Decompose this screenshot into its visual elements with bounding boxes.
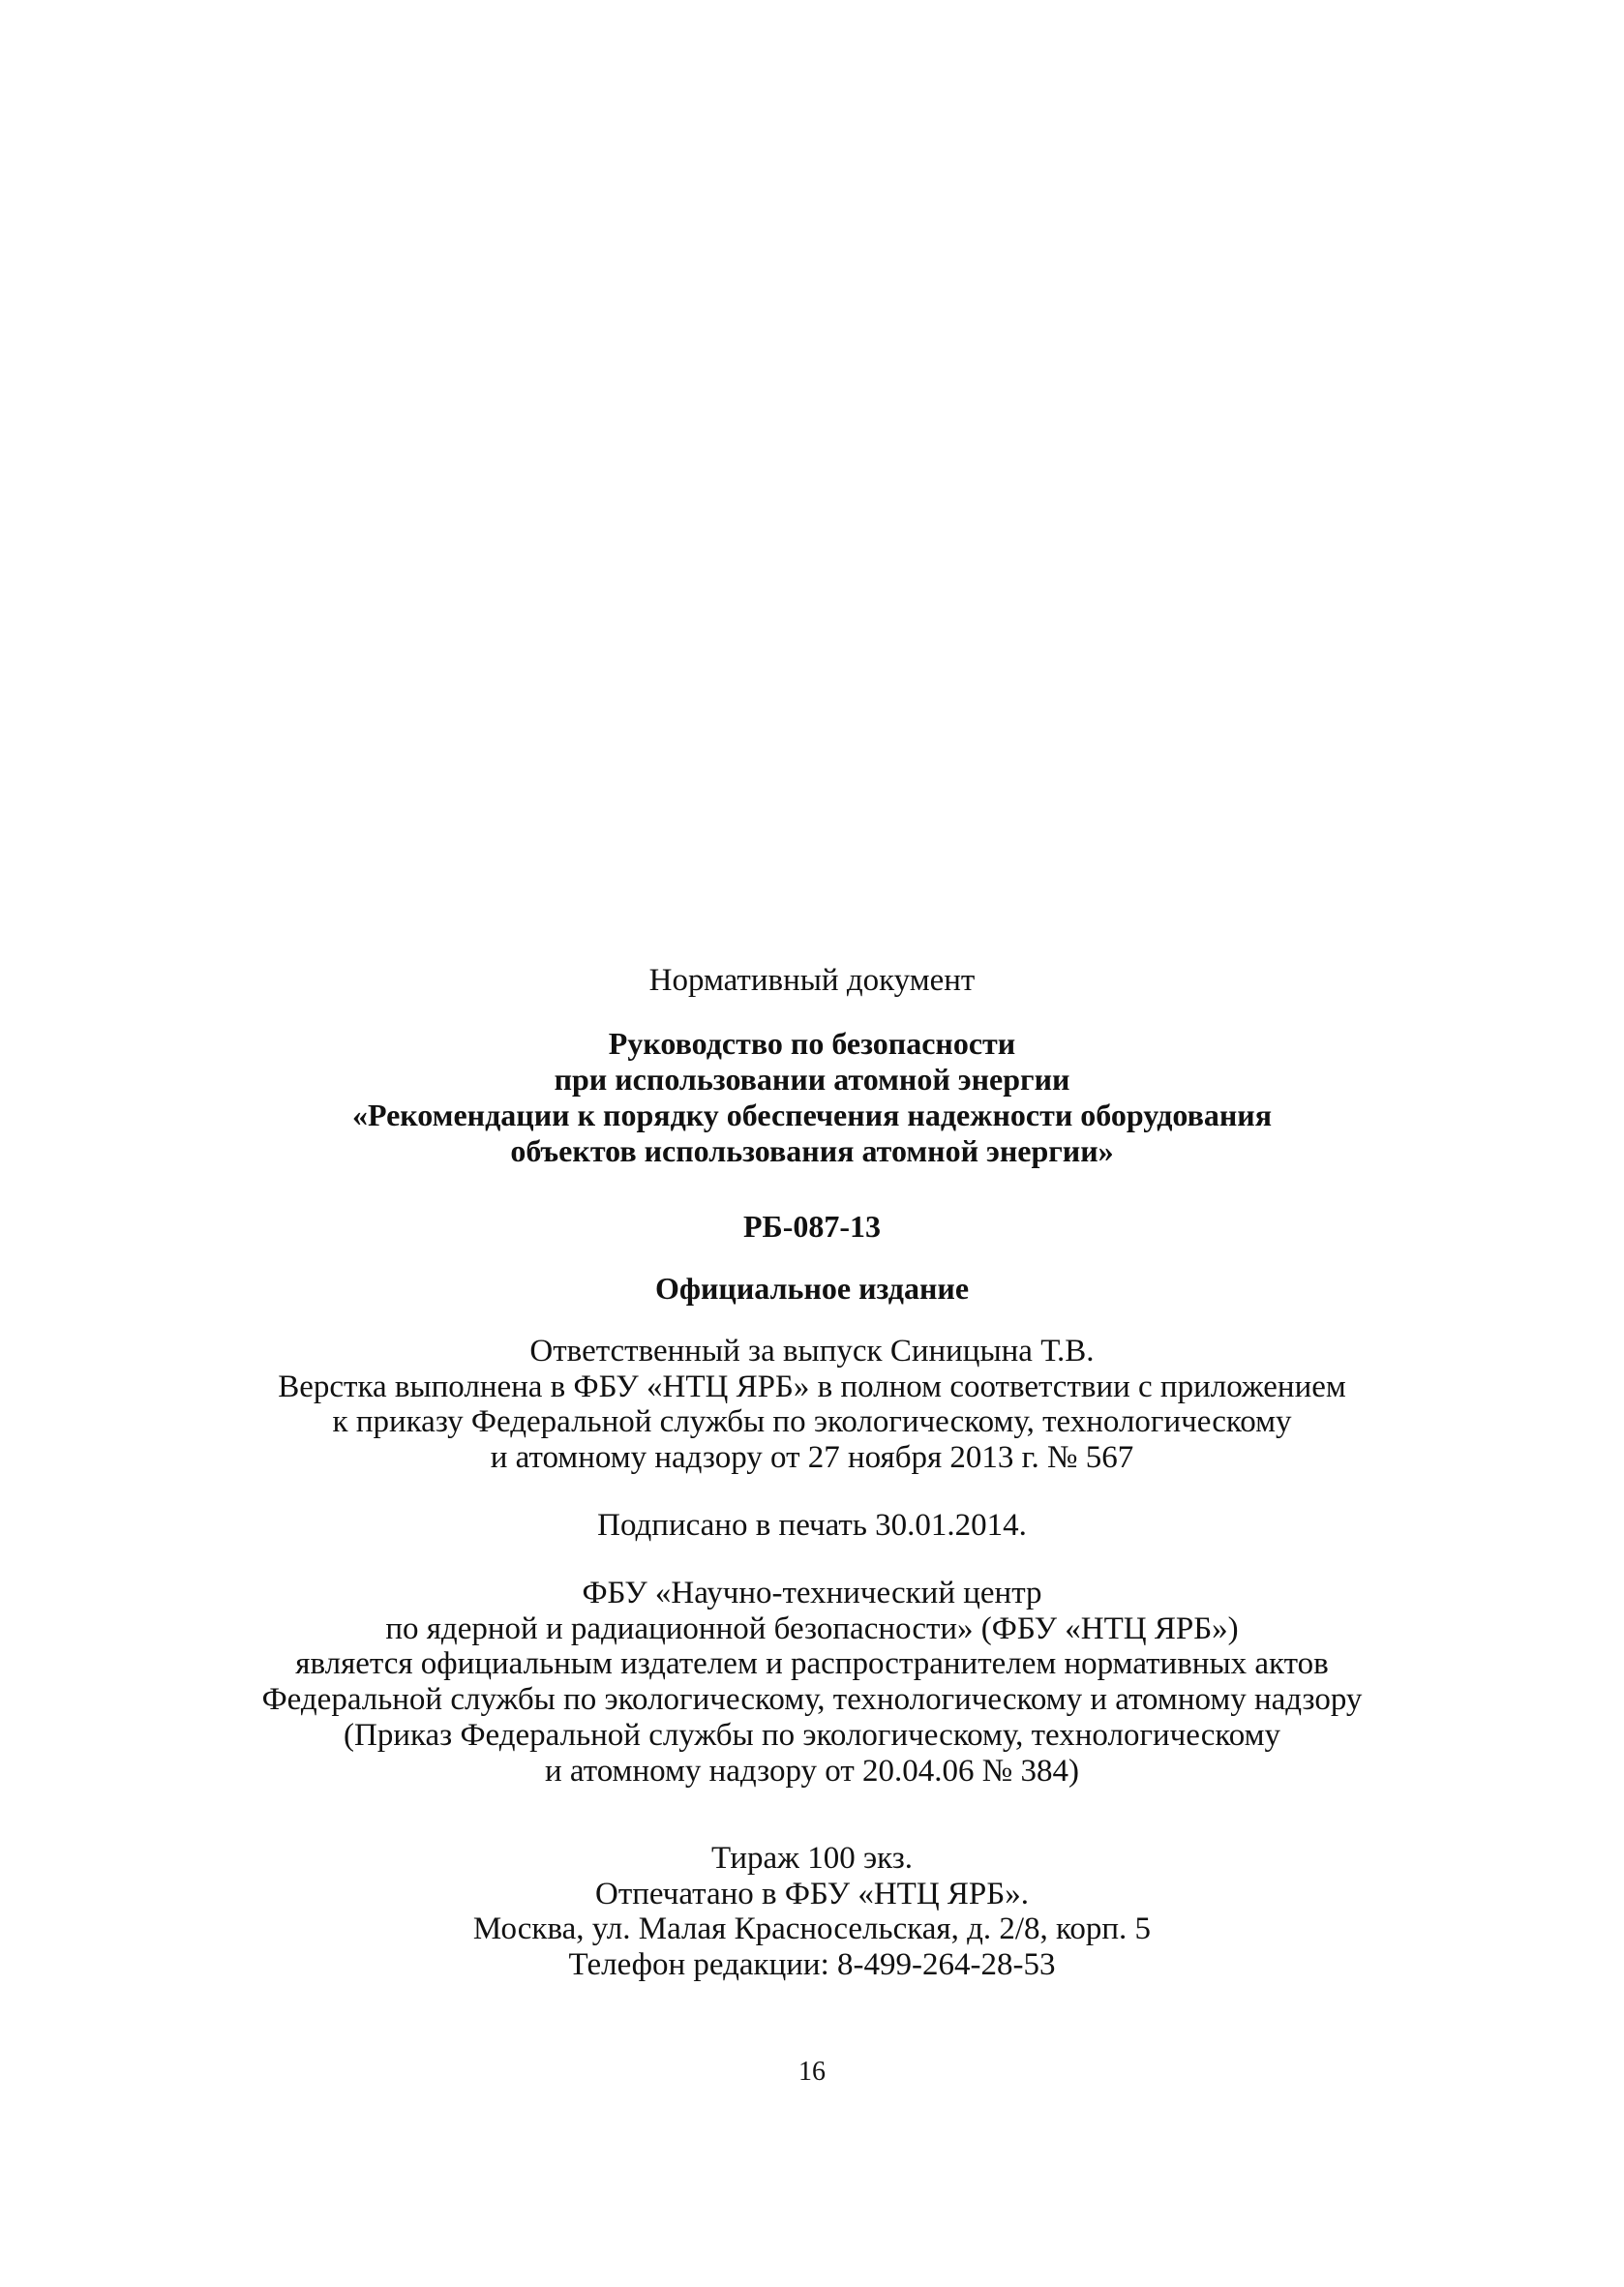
printed-at: Отпечатано в ФБУ «НТЦ ЯРБ». (595, 1877, 1029, 1911)
page-number: 16 (798, 2057, 826, 2087)
address: Москва, ул. Малая Красносельская, д. 2/8, корп. 5 (472, 1911, 1152, 1946)
title-line: Руководство по безопасности (608, 1026, 1016, 1061)
publisher-line: (Приказ Федеральной службы по экологическому, технологическому (344, 1718, 1280, 1753)
document-type: Нормативный документ (648, 963, 976, 998)
responsible-line: и атомному надзору от 27 ноября 2013 г. № 567 (490, 1440, 1134, 1475)
responsible-line: Верстка выполнена в ФБУ «НТЦ ЯРБ» в полном соответствии с приложением (278, 1369, 1346, 1404)
title-line: «Рекомендации к порядку обеспечения надежности оборудования (351, 1098, 1273, 1132)
publisher-line: Федеральной службы по экологическому, технологическому и атомному надзору (261, 1682, 1363, 1717)
document-code: РБ-087-13 (742, 1209, 881, 1244)
title-line: объектов использования атомной энергии» (510, 1133, 1114, 1168)
edition-label: Официальное издание (654, 1271, 970, 1306)
print-run: Тираж 100 экз. (711, 1841, 913, 1876)
publisher-line: ФБУ «Научно-технический центр (582, 1576, 1042, 1610)
publisher-line: по ядерной и радиационной безопасности» (ФБУ «НТЦ ЯРБ») (385, 1611, 1239, 1646)
signed-date: Подписано в печать 30.01.2014. (597, 1508, 1027, 1543)
responsible-line: Ответственный за выпуск Синицына Т.В. (529, 1334, 1095, 1369)
publisher-line: и атомному надзору от 20.04.06 № 384) (545, 1754, 1079, 1789)
responsible-line: к приказу Федеральной службы по экологическому, технологическому (332, 1404, 1292, 1439)
title-line: при использовании атомной энергии (554, 1062, 1070, 1097)
editorial-phone: Телефон редакции: 8-499-264-28-53 (568, 1947, 1056, 1982)
publisher-line: является официальным издателем и распространителем нормативных актов (295, 1646, 1329, 1681)
